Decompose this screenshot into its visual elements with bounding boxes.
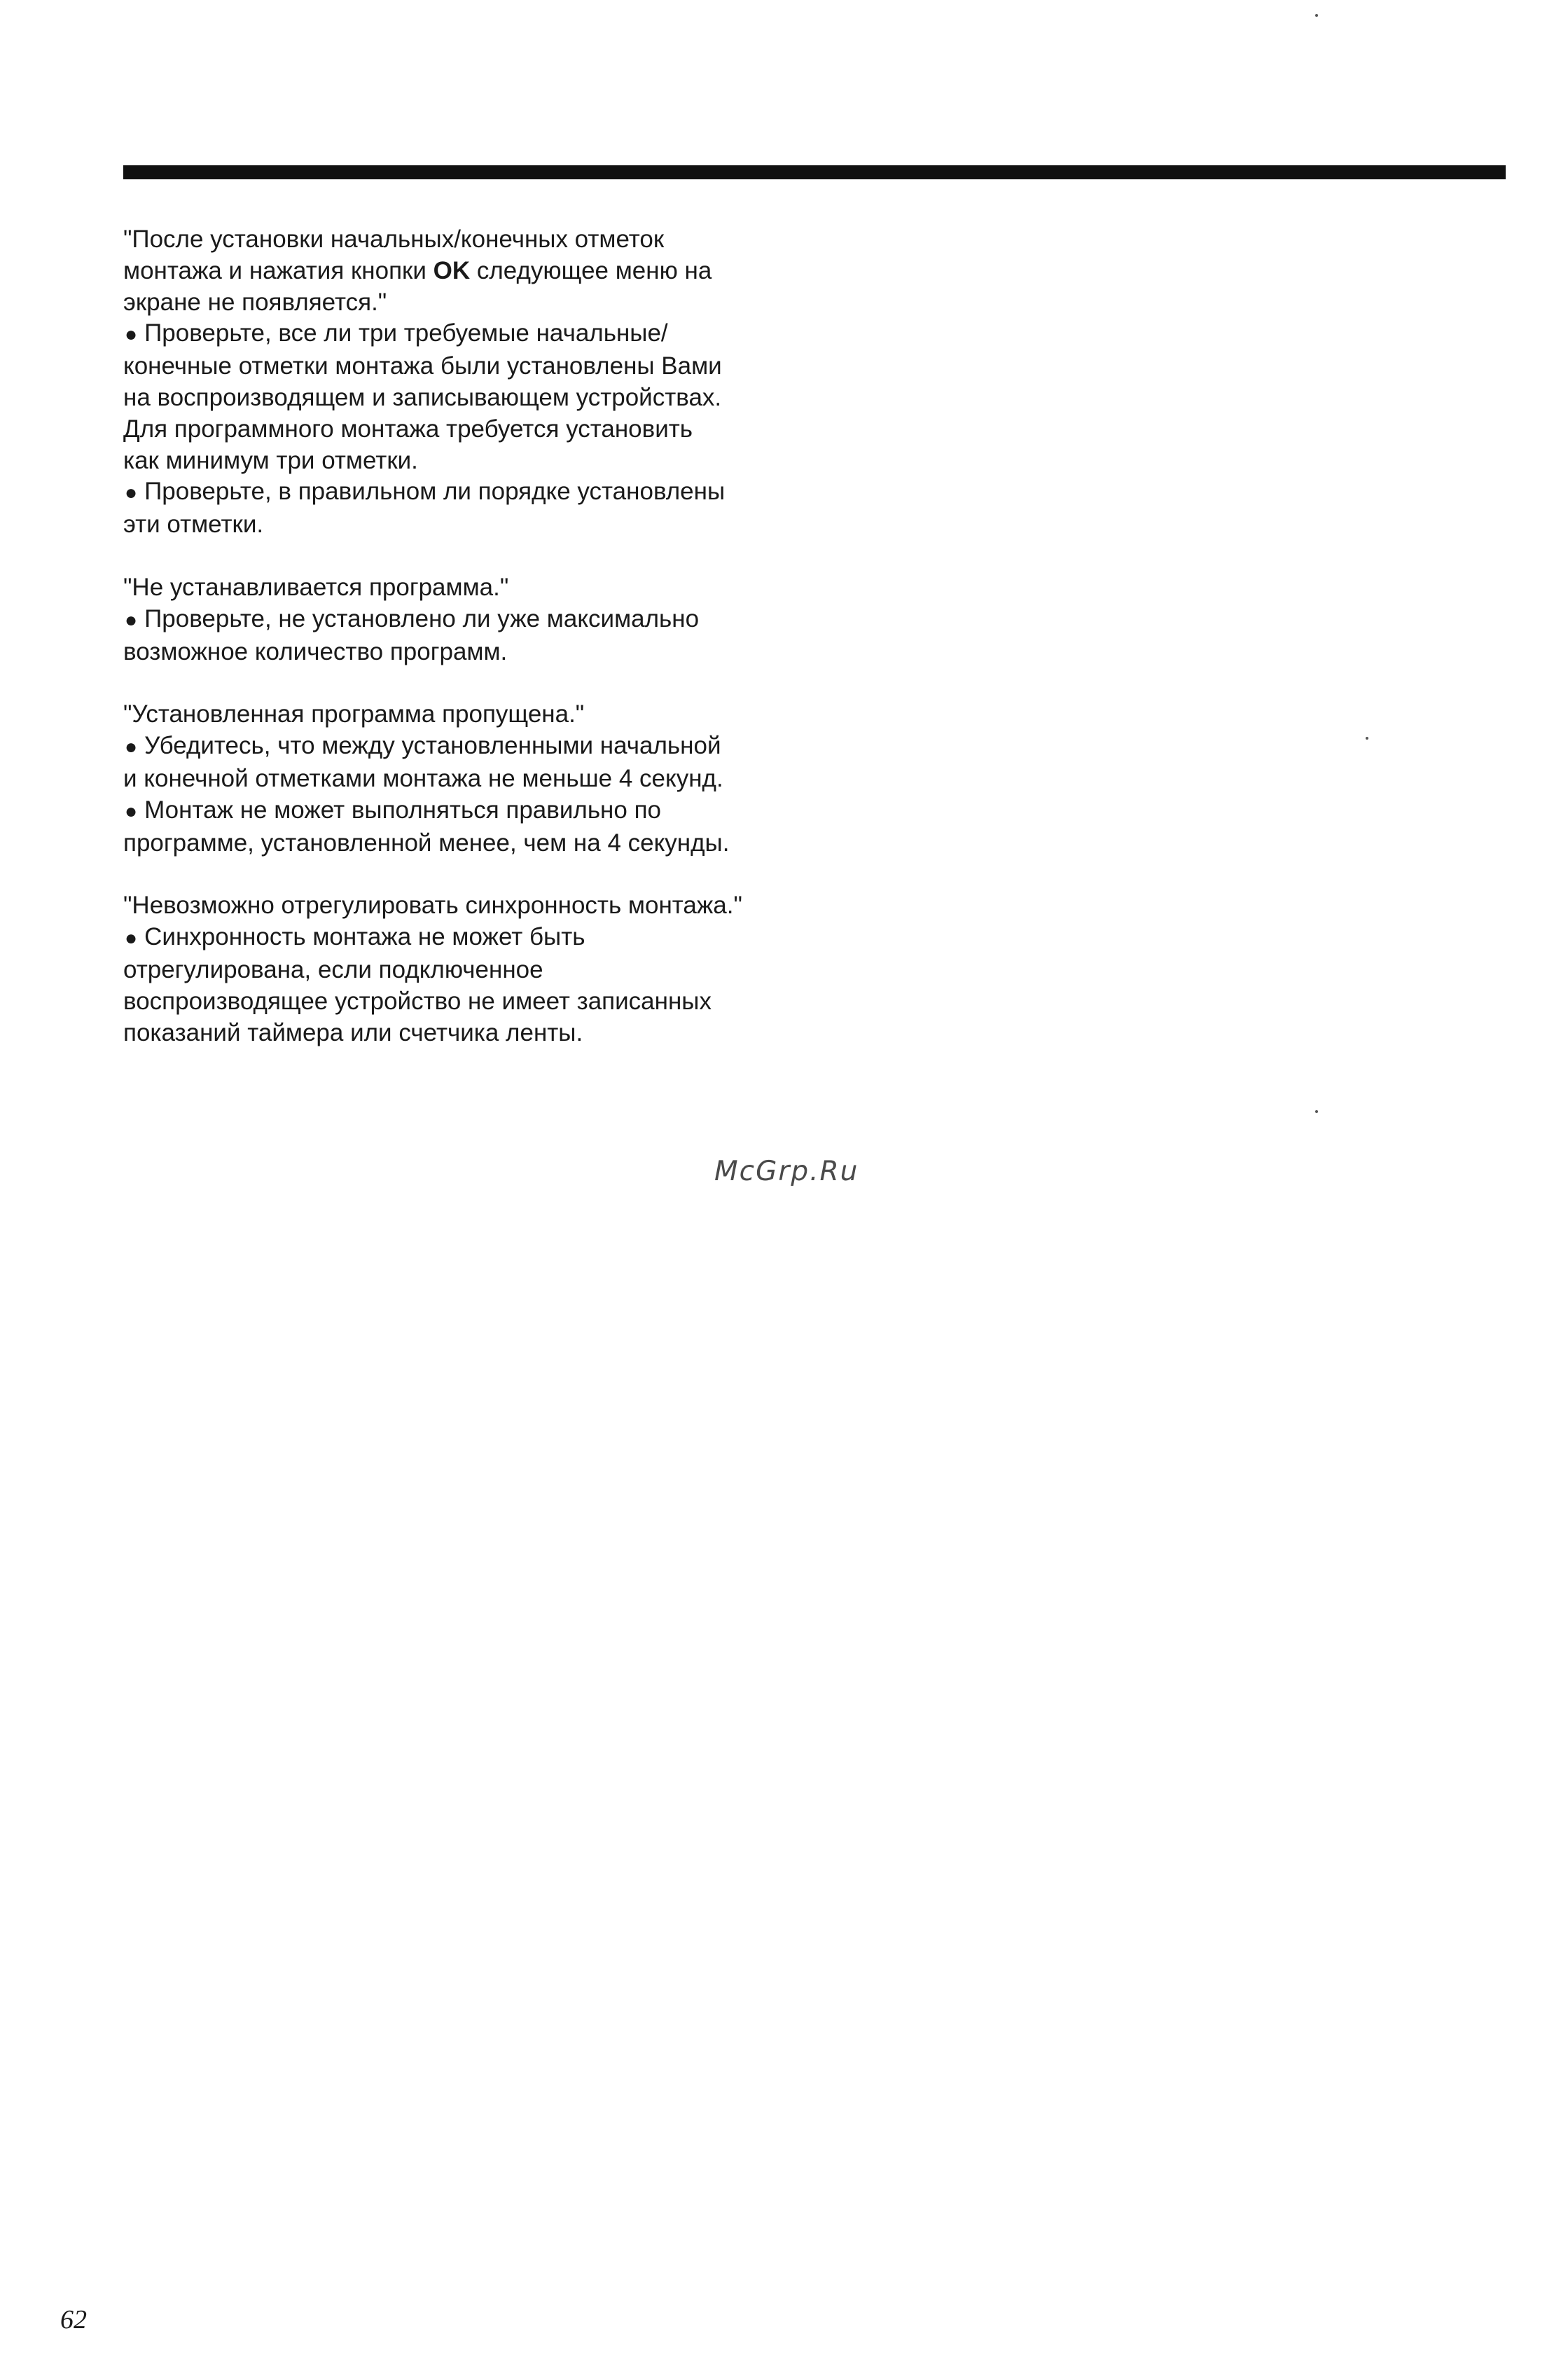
bullet-text: Убедитесь, что между установленными начальной и конечной отметками монтажа не меньше 4 секунд. — [123, 732, 723, 792]
bullet-icon: ● — [125, 735, 138, 759]
section-program-not-set — [123, 572, 866, 667]
bullet-icon: ● — [125, 799, 138, 823]
bullet-item — [123, 476, 866, 541]
ok-button-label: OK — [433, 256, 471, 284]
section-heading — [123, 224, 866, 318]
bullet-text: Синхронность монтажа не может быть отрегулирована, если подключенное воспроизводящее устройство не имеет записанных показаний таймера или счетчика ленты. — [123, 923, 712, 1046]
bullet-text: Проверьте, в правильном ли порядке установлены эти отметки. — [123, 478, 726, 539]
scan-speck — [1315, 14, 1318, 17]
page-number: 62 — [60, 2305, 87, 2334]
top-rule — [123, 165, 1506, 179]
bullet-icon: ● — [125, 927, 138, 950]
section-heading: "Установленная программа пропущена." — [123, 700, 585, 728]
bullet-item — [123, 604, 866, 668]
section-sync-adjust — [123, 890, 866, 1049]
bullet-icon: ● — [125, 481, 138, 505]
section-heading: "Не устанавливается программа." — [123, 573, 509, 601]
section-program-skipped — [123, 699, 866, 859]
scan-speck — [1315, 1110, 1318, 1113]
bullet-item — [123, 922, 866, 1049]
watermark: McGrp.Ru — [714, 1156, 859, 1187]
scan-speck — [1366, 737, 1368, 740]
bullet-text: Проверьте, все ли три требуемые начальные/ конечные отметки монтажа были установлены Вами на воспроизводящем и записывающем устройствах. Для программного монтажа требуется установить как минимум три отметки. — [123, 319, 722, 474]
heading-text: следующее меню на экране не появляется." — [123, 256, 712, 316]
heading-text: "После установки начальных/конечных отметок монтажа и нажатия кнопки — [123, 226, 665, 284]
bullet-item — [123, 795, 866, 859]
section-ok-menu — [123, 224, 866, 541]
bullet-item — [123, 731, 866, 795]
troubleshooting-content — [123, 224, 866, 1080]
section-heading: "Невозможно отрегулировать синхронность монтажа." — [123, 892, 742, 920]
bullet-icon: ● — [125, 608, 138, 632]
bullet-icon: ● — [125, 323, 138, 347]
bullet-item — [123, 318, 866, 476]
bullet-text: Проверьте, не установлено ли уже максимально возможное количество программ. — [123, 604, 700, 665]
bullet-text: Монтаж не может выполняться правильно по программе, установленной менее, чем на 4 секунды. — [123, 796, 730, 857]
